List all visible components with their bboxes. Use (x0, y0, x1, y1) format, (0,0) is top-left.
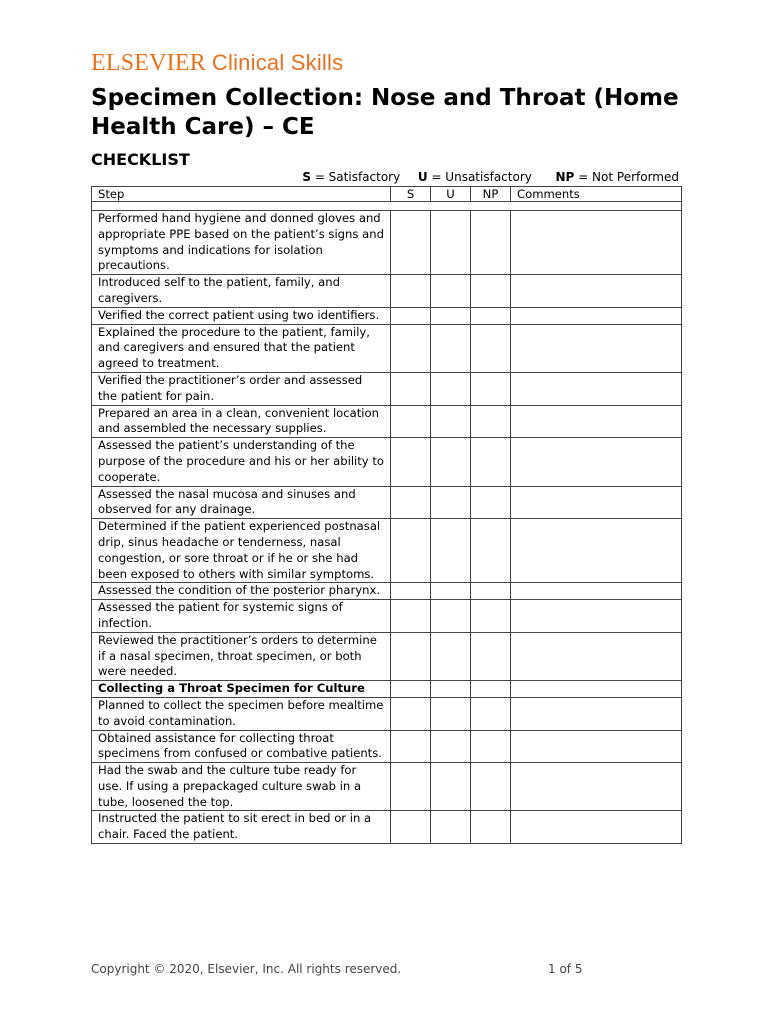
u-rating-cell[interactable] (431, 486, 471, 519)
legend-np-key: NP (555, 170, 575, 184)
header-u: U (431, 187, 471, 202)
np-rating-cell[interactable] (471, 681, 511, 698)
np-rating-cell[interactable] (471, 600, 511, 633)
comments-cell[interactable] (511, 307, 682, 324)
s-rating-cell[interactable] (391, 211, 431, 275)
comments-cell[interactable] (511, 697, 682, 730)
checklist-table (91, 186, 682, 844)
u-rating-cell[interactable] (431, 730, 471, 763)
step-cell: Verified the correct patient using two identifiers. (92, 307, 391, 324)
s-rating-cell[interactable] (391, 697, 431, 730)
step-cell: Assessed the patient’s understanding of the purpose of the procedure and his or her ability to cooperate. (92, 438, 391, 486)
checklist-row (92, 211, 682, 275)
s-rating-cell[interactable] (391, 600, 431, 633)
brand-name: ELSEVIER (91, 50, 206, 76)
np-rating-cell[interactable] (471, 307, 511, 324)
np-rating-cell[interactable] (471, 632, 511, 680)
comments-cell[interactable] (511, 405, 682, 438)
np-rating-cell[interactable] (471, 519, 511, 583)
spacer-cell (92, 202, 682, 211)
np-rating-cell[interactable] (471, 486, 511, 519)
checklist-row (92, 486, 682, 519)
s-rating-cell[interactable] (391, 811, 431, 844)
comments-cell[interactable] (511, 275, 682, 308)
legend-u-text: = Unsatisfactory (431, 170, 532, 184)
np-rating-cell[interactable] (471, 583, 511, 600)
u-rating-cell[interactable] (431, 583, 471, 600)
step-cell: Had the swab and the culture tube ready for use. If using a prepackaged culture swab in a tube, loosened the top. (92, 763, 391, 811)
checklist-row (92, 763, 682, 811)
checklist-row (92, 405, 682, 438)
comments-cell[interactable] (511, 632, 682, 680)
header-step: Step (92, 187, 391, 202)
s-rating-cell[interactable] (391, 307, 431, 324)
rating-legend (302, 170, 679, 184)
comments-cell[interactable] (511, 681, 682, 698)
comments-cell[interactable] (511, 763, 682, 811)
page-title: Specimen Collection: Nose and Throat (Home Health Care) – CE (91, 85, 679, 140)
table-header-row (92, 187, 682, 202)
s-rating-cell[interactable] (391, 324, 431, 372)
s-rating-cell[interactable] (391, 763, 431, 811)
table-spacer-row (92, 202, 682, 211)
u-rating-cell[interactable] (431, 600, 471, 633)
checklist-row (92, 730, 682, 763)
elsevier-logo (91, 50, 343, 77)
u-rating-cell[interactable] (431, 681, 471, 698)
checklist-row (92, 307, 682, 324)
u-rating-cell[interactable] (431, 763, 471, 811)
s-rating-cell[interactable] (391, 681, 431, 698)
comments-cell[interactable] (511, 583, 682, 600)
s-rating-cell[interactable] (391, 632, 431, 680)
comments-cell[interactable] (511, 438, 682, 486)
legend-u-key: U (417, 170, 428, 184)
np-rating-cell[interactable] (471, 405, 511, 438)
np-rating-cell[interactable] (471, 372, 511, 405)
step-cell: Planned to collect the specimen before mealtime to avoid contamination. (92, 697, 391, 730)
step-cell: Explained the procedure to the patient, family, and caregivers and ensured that the patient agreed to treatment. (92, 324, 391, 372)
header-s: S (391, 187, 431, 202)
checklist-row (92, 372, 682, 405)
s-rating-cell[interactable] (391, 275, 431, 308)
checklist-row (92, 324, 682, 372)
checklist-row (92, 438, 682, 486)
u-rating-cell[interactable] (431, 811, 471, 844)
step-cell: Prepared an area in a clean, convenient location and assembled the necessary supplies. (92, 405, 391, 438)
u-rating-cell[interactable] (431, 324, 471, 372)
step-cell: Assessed the nasal mucosa and sinuses and observed for any drainage. (92, 486, 391, 519)
step-cell: Performed hand hygiene and donned gloves and appropriate PPE based on the patient’s signs and symptoms and indications for isolation precautions. (92, 211, 391, 275)
section-heading: CHECKLIST (91, 150, 190, 169)
header-comments: Comments (511, 187, 682, 202)
np-rating-cell[interactable] (471, 697, 511, 730)
comments-cell[interactable] (511, 730, 682, 763)
u-rating-cell[interactable] (431, 438, 471, 486)
checklist-row (92, 600, 682, 633)
u-rating-cell[interactable] (431, 632, 471, 680)
brand-product: Clinical Skills (211, 50, 344, 75)
comments-cell[interactable] (511, 811, 682, 844)
np-rating-cell[interactable] (471, 811, 511, 844)
u-rating-cell[interactable] (431, 275, 471, 308)
legend-s-key: S (302, 170, 311, 184)
u-rating-cell[interactable] (431, 519, 471, 583)
legend-np-text: = Not Performed (578, 170, 679, 184)
checklist-row (92, 697, 682, 730)
checklist-row (92, 583, 682, 600)
u-rating-cell[interactable] (431, 697, 471, 730)
s-rating-cell[interactable] (391, 730, 431, 763)
s-rating-cell[interactable] (391, 438, 431, 486)
page-number: 1 of 5 (548, 962, 583, 976)
section-heading-row (92, 681, 682, 698)
step-cell: Obtained assistance for collecting throat specimens from confused or combative patients. (92, 730, 391, 763)
np-rating-cell[interactable] (471, 438, 511, 486)
step-cell: Introduced self to the patient, family, and caregivers. (92, 275, 391, 308)
header-np: NP (471, 187, 511, 202)
np-rating-cell[interactable] (471, 763, 511, 811)
s-rating-cell[interactable] (391, 486, 431, 519)
u-rating-cell[interactable] (431, 211, 471, 275)
s-rating-cell[interactable] (391, 372, 431, 405)
step-cell: Instructed the patient to sit erect in bed or in a chair. Faced the patient. (92, 811, 391, 844)
checklist-row (92, 632, 682, 680)
copyright-notice: Copyright © 2020, Elsevier, Inc. All rights reserved. (91, 962, 402, 976)
step-cell: Assessed the patient for systemic signs of infection. (92, 600, 391, 633)
comments-cell[interactable] (511, 324, 682, 372)
s-rating-cell[interactable] (391, 583, 431, 600)
checklist-row (92, 275, 682, 308)
u-rating-cell[interactable] (431, 307, 471, 324)
checklist-row (92, 519, 682, 583)
s-rating-cell[interactable] (391, 519, 431, 583)
comments-cell[interactable] (511, 519, 682, 583)
s-rating-cell[interactable] (391, 405, 431, 438)
u-rating-cell[interactable] (431, 372, 471, 405)
np-rating-cell[interactable] (471, 324, 511, 372)
np-rating-cell[interactable] (471, 275, 511, 308)
np-rating-cell[interactable] (471, 211, 511, 275)
u-rating-cell[interactable] (431, 405, 471, 438)
comments-cell[interactable] (511, 211, 682, 275)
section-heading-cell: Collecting a Throat Specimen for Culture (92, 681, 391, 698)
step-cell: Reviewed the practitioner’s orders to determine if a nasal specimen, throat specimen, or both were needed. (92, 632, 391, 680)
step-cell: Determined if the patient experienced postnasal drip, sinus headache or tenderness, nasal congestion, or sore throat or if he or she had been exposed to others with similar symptoms. (92, 519, 391, 583)
step-cell: Verified the practitioner’s order and assessed the patient for pain. (92, 372, 391, 405)
comments-cell[interactable] (511, 486, 682, 519)
comments-cell[interactable] (511, 600, 682, 633)
np-rating-cell[interactable] (471, 730, 511, 763)
checklist-row (92, 811, 682, 844)
comments-cell[interactable] (511, 372, 682, 405)
legend-s-text: = Satisfactory (314, 170, 401, 184)
step-cell: Assessed the condition of the posterior pharynx. (92, 583, 391, 600)
